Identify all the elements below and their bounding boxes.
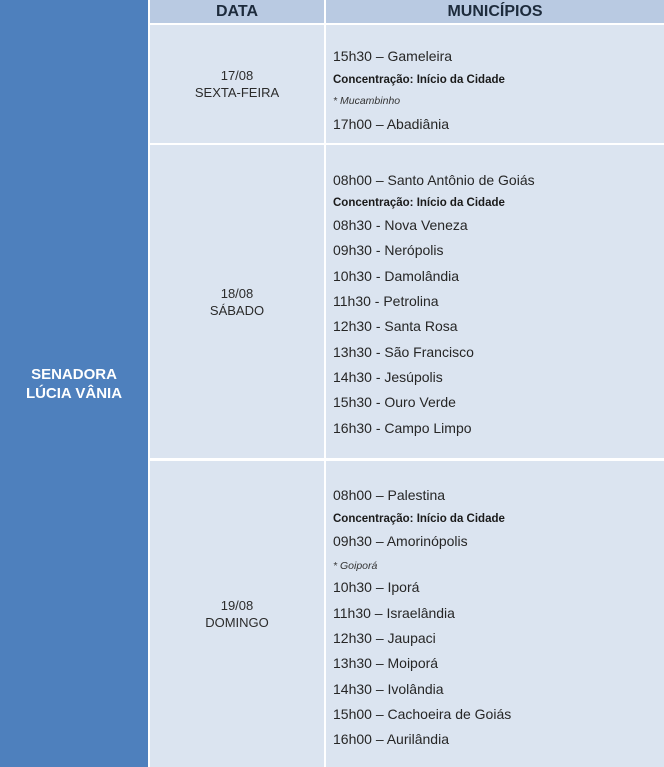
schedule-item: 13h30 - São Francisco — [333, 344, 474, 360]
schedule-item: 16h30 - Campo Limpo — [333, 420, 472, 436]
concentration-note: Concentração: Início da Cidade — [333, 197, 505, 209]
schedule-item: 16h00 – Aurilândia — [333, 731, 449, 747]
row-2-date-cell — [150, 145, 324, 458]
footnote: * Goiporá — [333, 560, 378, 572]
schedule-item: 10h30 - Damolândia — [333, 268, 460, 284]
concentration-note: Concentração: Início da Cidade — [333, 513, 505, 525]
schedule-item: 15h30 – Gameleira — [333, 48, 453, 64]
schedule-item: 14h30 – Ivolândia — [333, 681, 444, 697]
row-1-weekday: SEXTA-FEIRA — [194, 85, 280, 100]
schedule-item: 12h30 - Santa Rosa — [333, 318, 458, 334]
schedule-item: 12h30 – Jaupaci — [333, 630, 436, 646]
schedule-item: 09h30 - Nerópolis — [333, 242, 444, 258]
schedule-item: 17h00 – Abadiânia — [333, 116, 449, 132]
header-data: DATA — [150, 0, 324, 23]
row-1-date-cell — [150, 25, 324, 143]
row-3-date: 19/08 — [220, 598, 254, 613]
schedule-item: 08h00 – Palestina — [333, 487, 446, 503]
concentration-note: Concentração: Início da Cidade — [333, 74, 505, 86]
candidate-name-line1: SENADORA — [31, 365, 117, 383]
header-municipios: MUNICÍPIOS — [326, 0, 664, 23]
candidate-name-line2: LÚCIA VÂNIA — [25, 384, 123, 402]
row-3-weekday: DOMINGO — [205, 615, 269, 630]
row-1-date: 17/08 — [220, 68, 254, 83]
row-3-date-cell — [150, 461, 324, 767]
schedule-item: 09h30 – Amorinópolis — [333, 533, 468, 549]
schedule-item: 11h30 – Israelândia — [333, 605, 455, 621]
schedule-item: 13h30 – Moiporá — [333, 655, 439, 671]
schedule-item: 08h30 - Nova Veneza — [333, 217, 468, 233]
schedule-item: 14h30 - Jesúpolis — [333, 369, 443, 385]
candidate-column — [0, 0, 148, 767]
row-2-date: 18/08 — [220, 285, 254, 301]
schedule-item: 15h30 - Ouro Verde — [333, 394, 456, 410]
schedule-item: 15h00 – Cachoeira de Goiás — [333, 706, 512, 722]
schedule-item: 08h00 – Santo Antônio de Goiás — [333, 172, 535, 188]
schedule-item: 11h30 - Petrolina — [333, 293, 439, 309]
row-2-weekday: SÁBADO — [209, 302, 265, 318]
footnote: * Mucambinho — [333, 95, 401, 107]
schedule-item: 10h30 – Iporá — [333, 579, 420, 595]
